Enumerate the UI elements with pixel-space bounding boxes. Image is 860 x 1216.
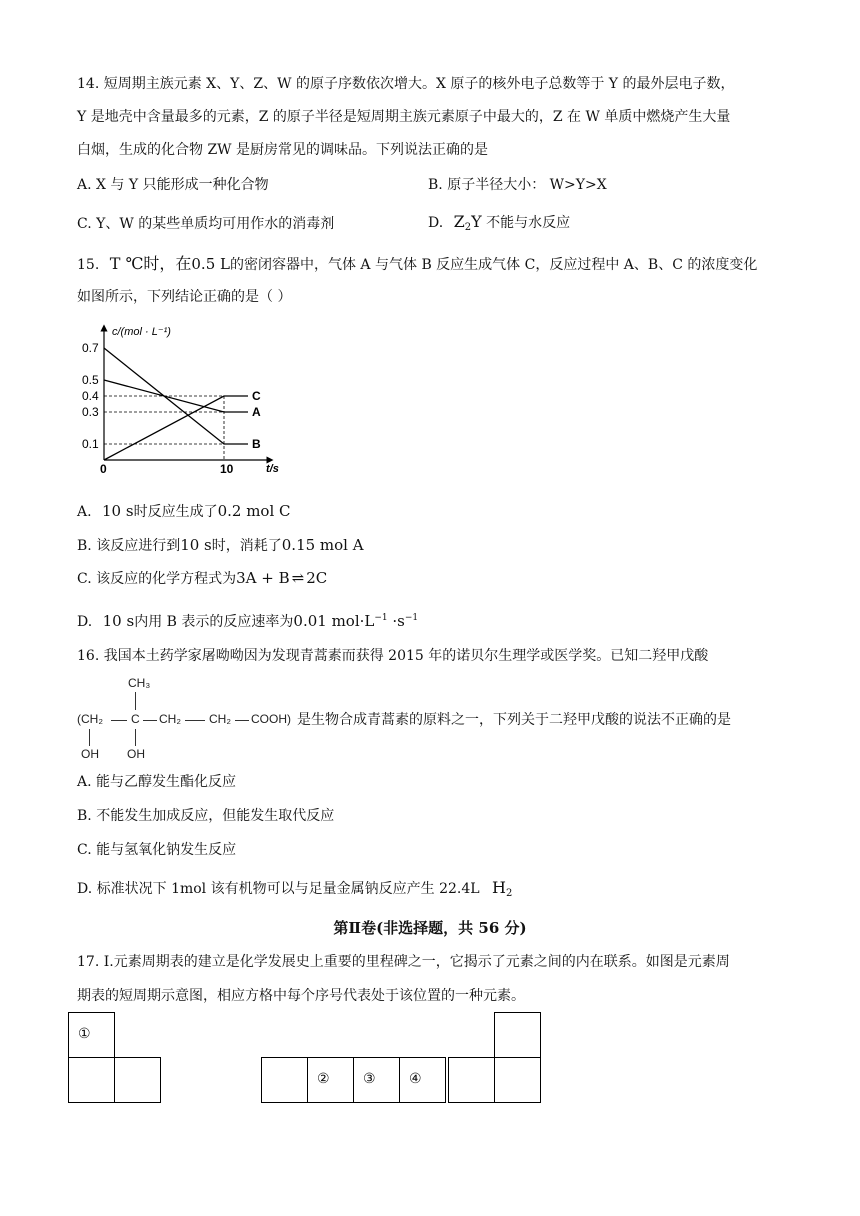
formula-ch2-open: (CH₂ — [77, 712, 103, 726]
table-cell-3 — [353, 1057, 400, 1103]
formula-bond-oh1 — [89, 729, 90, 746]
q16-option-b: B. 不能发生加成反应，但能发生取代反应 — [77, 808, 335, 824]
q14-option-c: C. Y、W 的某些单质均可用作水的消毒剂 — [77, 216, 335, 232]
y-tick-label: 0.4 — [82, 389, 99, 403]
q15-option-d — [77, 608, 418, 632]
q14-option-d-suffix: 不能与水反应 — [486, 215, 571, 231]
q15-option-b-mid: 时，消耗了 — [211, 538, 282, 554]
chart-x-label: t/s — [266, 463, 279, 475]
y-tick-label: 0.1 — [82, 437, 99, 451]
q15-option-a-val: 0.2 mol C — [217, 502, 291, 520]
q15-option-a — [77, 501, 291, 522]
q16-line-1: 16. 我国本土药学家屠呦呦因为发现青蒿素而获得 2015 年的诺贝尔生理学或医学奖。已知二羟甲戊酸 — [77, 648, 709, 664]
cell-4-label: ④ — [409, 1071, 422, 1087]
table-cell-row2-col1 — [68, 1057, 115, 1103]
table-cell-row2-col13 — [261, 1057, 308, 1103]
cell-2-label: ② — [317, 1071, 330, 1087]
table-cell-1 — [68, 1012, 115, 1058]
q14-option-b: B. 原子半径大小： W>Y>X — [428, 177, 607, 193]
y-tick-label: 0.3 — [82, 405, 99, 419]
q15-line-1-rest: 的密闭容器中，气体 A 与气体 B 反应生成气体 C，反应过程中 A、B、C 的浓度变化 — [229, 257, 758, 273]
q14-line-1: 14. 短周期主族元素 X、Y、Z、W 的原子序数依次增大。X 原子的核外电子总数等于 Y 的最外层电子数， — [77, 76, 735, 92]
q16-option-d-sub: 2 — [505, 888, 513, 899]
q15-option-b-prefix: B. 该反应进行到 — [77, 538, 181, 554]
table-cell-row2-col18 — [494, 1057, 541, 1103]
q15-equation-right: 2C — [306, 569, 328, 587]
table-cell-4 — [399, 1057, 446, 1103]
q16-option-c: C. 能与氢氧化钠发生反应 — [77, 842, 237, 858]
formula-oh-2: OH — [127, 747, 145, 761]
q14-option-d-prefix: D. — [428, 215, 444, 231]
q15-option-c — [77, 568, 327, 589]
q14-line-2: Y 是地壳中含量最多的元素，Z 的原子半径是短周期主族元素原子中最大的，Z 在 W 单质中燃烧产生大量 — [77, 109, 731, 125]
q15-option-d-mid: 内用 B 表示的反应速率为 — [134, 614, 294, 630]
q15-volume: 0.5 L — [191, 255, 230, 273]
formula-c: C — [131, 712, 140, 726]
concentration-chart — [80, 320, 300, 475]
q15-option-a-prefix: A. — [77, 504, 92, 520]
q14-option-d-z: Z — [453, 212, 465, 231]
q14-option-d — [428, 212, 570, 238]
x-tick-label: 0 — [100, 462, 107, 475]
q15-option-d-num: 10 s — [102, 612, 135, 630]
y-tick-label: 0.7 — [82, 341, 99, 355]
formula-bond-1 — [111, 720, 127, 721]
q16-option-a: A. 能与乙醇发生酯化反应 — [77, 774, 237, 790]
formula-bond-3 — [185, 720, 205, 721]
q15-equation-left: 3A + B — [236, 569, 290, 587]
q16-option-d-text: D. 标准状况下 1mol 该有机物可以与足量金属钠反应产生 22.4L — [77, 881, 480, 897]
q15-option-a-mid: 时反应生成了 — [133, 504, 218, 520]
table-cell-row2-col17 — [448, 1057, 495, 1103]
table-cell-row2-col2 — [114, 1057, 161, 1103]
x-tick-label: 10 — [220, 462, 234, 475]
q15-line-2: 如图所示，下列结论正确的是（ ） — [77, 289, 292, 305]
formula-bond-oh2 — [135, 729, 136, 746]
q14-option-a: A. X 与 Y 只能形成一种化合物 — [77, 177, 269, 193]
q15-option-d-sup1: −1 — [374, 613, 388, 623]
cell-3-label: ③ — [363, 1071, 376, 1087]
formula-ch2-a: CH₂ — [159, 712, 181, 726]
q14-option-d-sub: 2 — [464, 222, 472, 233]
structural-formula — [77, 674, 307, 764]
q15-number: 15. — [77, 257, 100, 273]
q15-temperature: T ℃时，在 — [109, 254, 192, 273]
formula-bond-2 — [143, 720, 157, 721]
q15-option-c-prefix: C. 该反应的化学方程式为 — [77, 571, 237, 587]
q15-option-b-num: 10 s — [180, 536, 212, 554]
formula-ch2-b: CH₂ — [209, 712, 231, 726]
cell-1-label: ① — [78, 1026, 91, 1042]
q16-option-d-h: H — [492, 878, 506, 897]
series-c-label: C — [252, 389, 261, 403]
table-cell-row1-col18 — [494, 1012, 541, 1058]
section-2-title: 第Ⅱ卷(非选择题，共 56 分) — [333, 919, 527, 937]
series-a-label: A — [252, 405, 261, 419]
formula-bond-vertical-top — [135, 692, 136, 710]
q15-line-1 — [77, 254, 757, 275]
q16-line-2: 是生物合成青蒿素的原料之一，下列关于二羟甲戊酸的说法不正确的是 — [297, 712, 731, 728]
formula-ch3: CH₃ — [128, 676, 151, 690]
q15-option-d-sup2: −1 — [404, 613, 419, 623]
series-b-label: B — [252, 437, 261, 451]
q15-option-a-num: 10 s — [102, 502, 134, 520]
q15-option-d-prefix: D. — [77, 614, 93, 630]
formula-bond-4 — [235, 720, 249, 721]
q15-option-b-val: 0.15 mol A — [281, 536, 364, 554]
q16-option-d — [77, 878, 512, 904]
chart-y-label: c/(mol · L⁻¹) — [112, 326, 171, 338]
q17-line-1: 17. I.元素周期表的建立是化学发展史上重要的里程碑之一，它揭示了元素之间的内在联系。如图是元素周 — [77, 954, 730, 970]
q15-equilibrium-arrow: ⇌ — [291, 569, 305, 587]
y-tick-label: 0.5 — [82, 373, 99, 387]
q14-option-d-y: Y — [471, 212, 482, 231]
q17-line-2: 期表的短周期示意图，相应方格中每个序号代表处于该位置的一种元素。 — [77, 988, 525, 1004]
formula-oh-1: OH — [81, 747, 99, 761]
table-cell-2 — [307, 1057, 354, 1103]
formula-cooh: COOH) — [251, 712, 291, 726]
q15-option-d-s: ·s — [387, 612, 405, 630]
q15-option-d-val: 0.01 mol·L — [293, 612, 375, 630]
q14-line-3: 白烟，生成的化合物 ZW 是厨房常见的调味品。下列说法正确的是 — [77, 142, 489, 158]
q15-option-b — [77, 535, 364, 556]
